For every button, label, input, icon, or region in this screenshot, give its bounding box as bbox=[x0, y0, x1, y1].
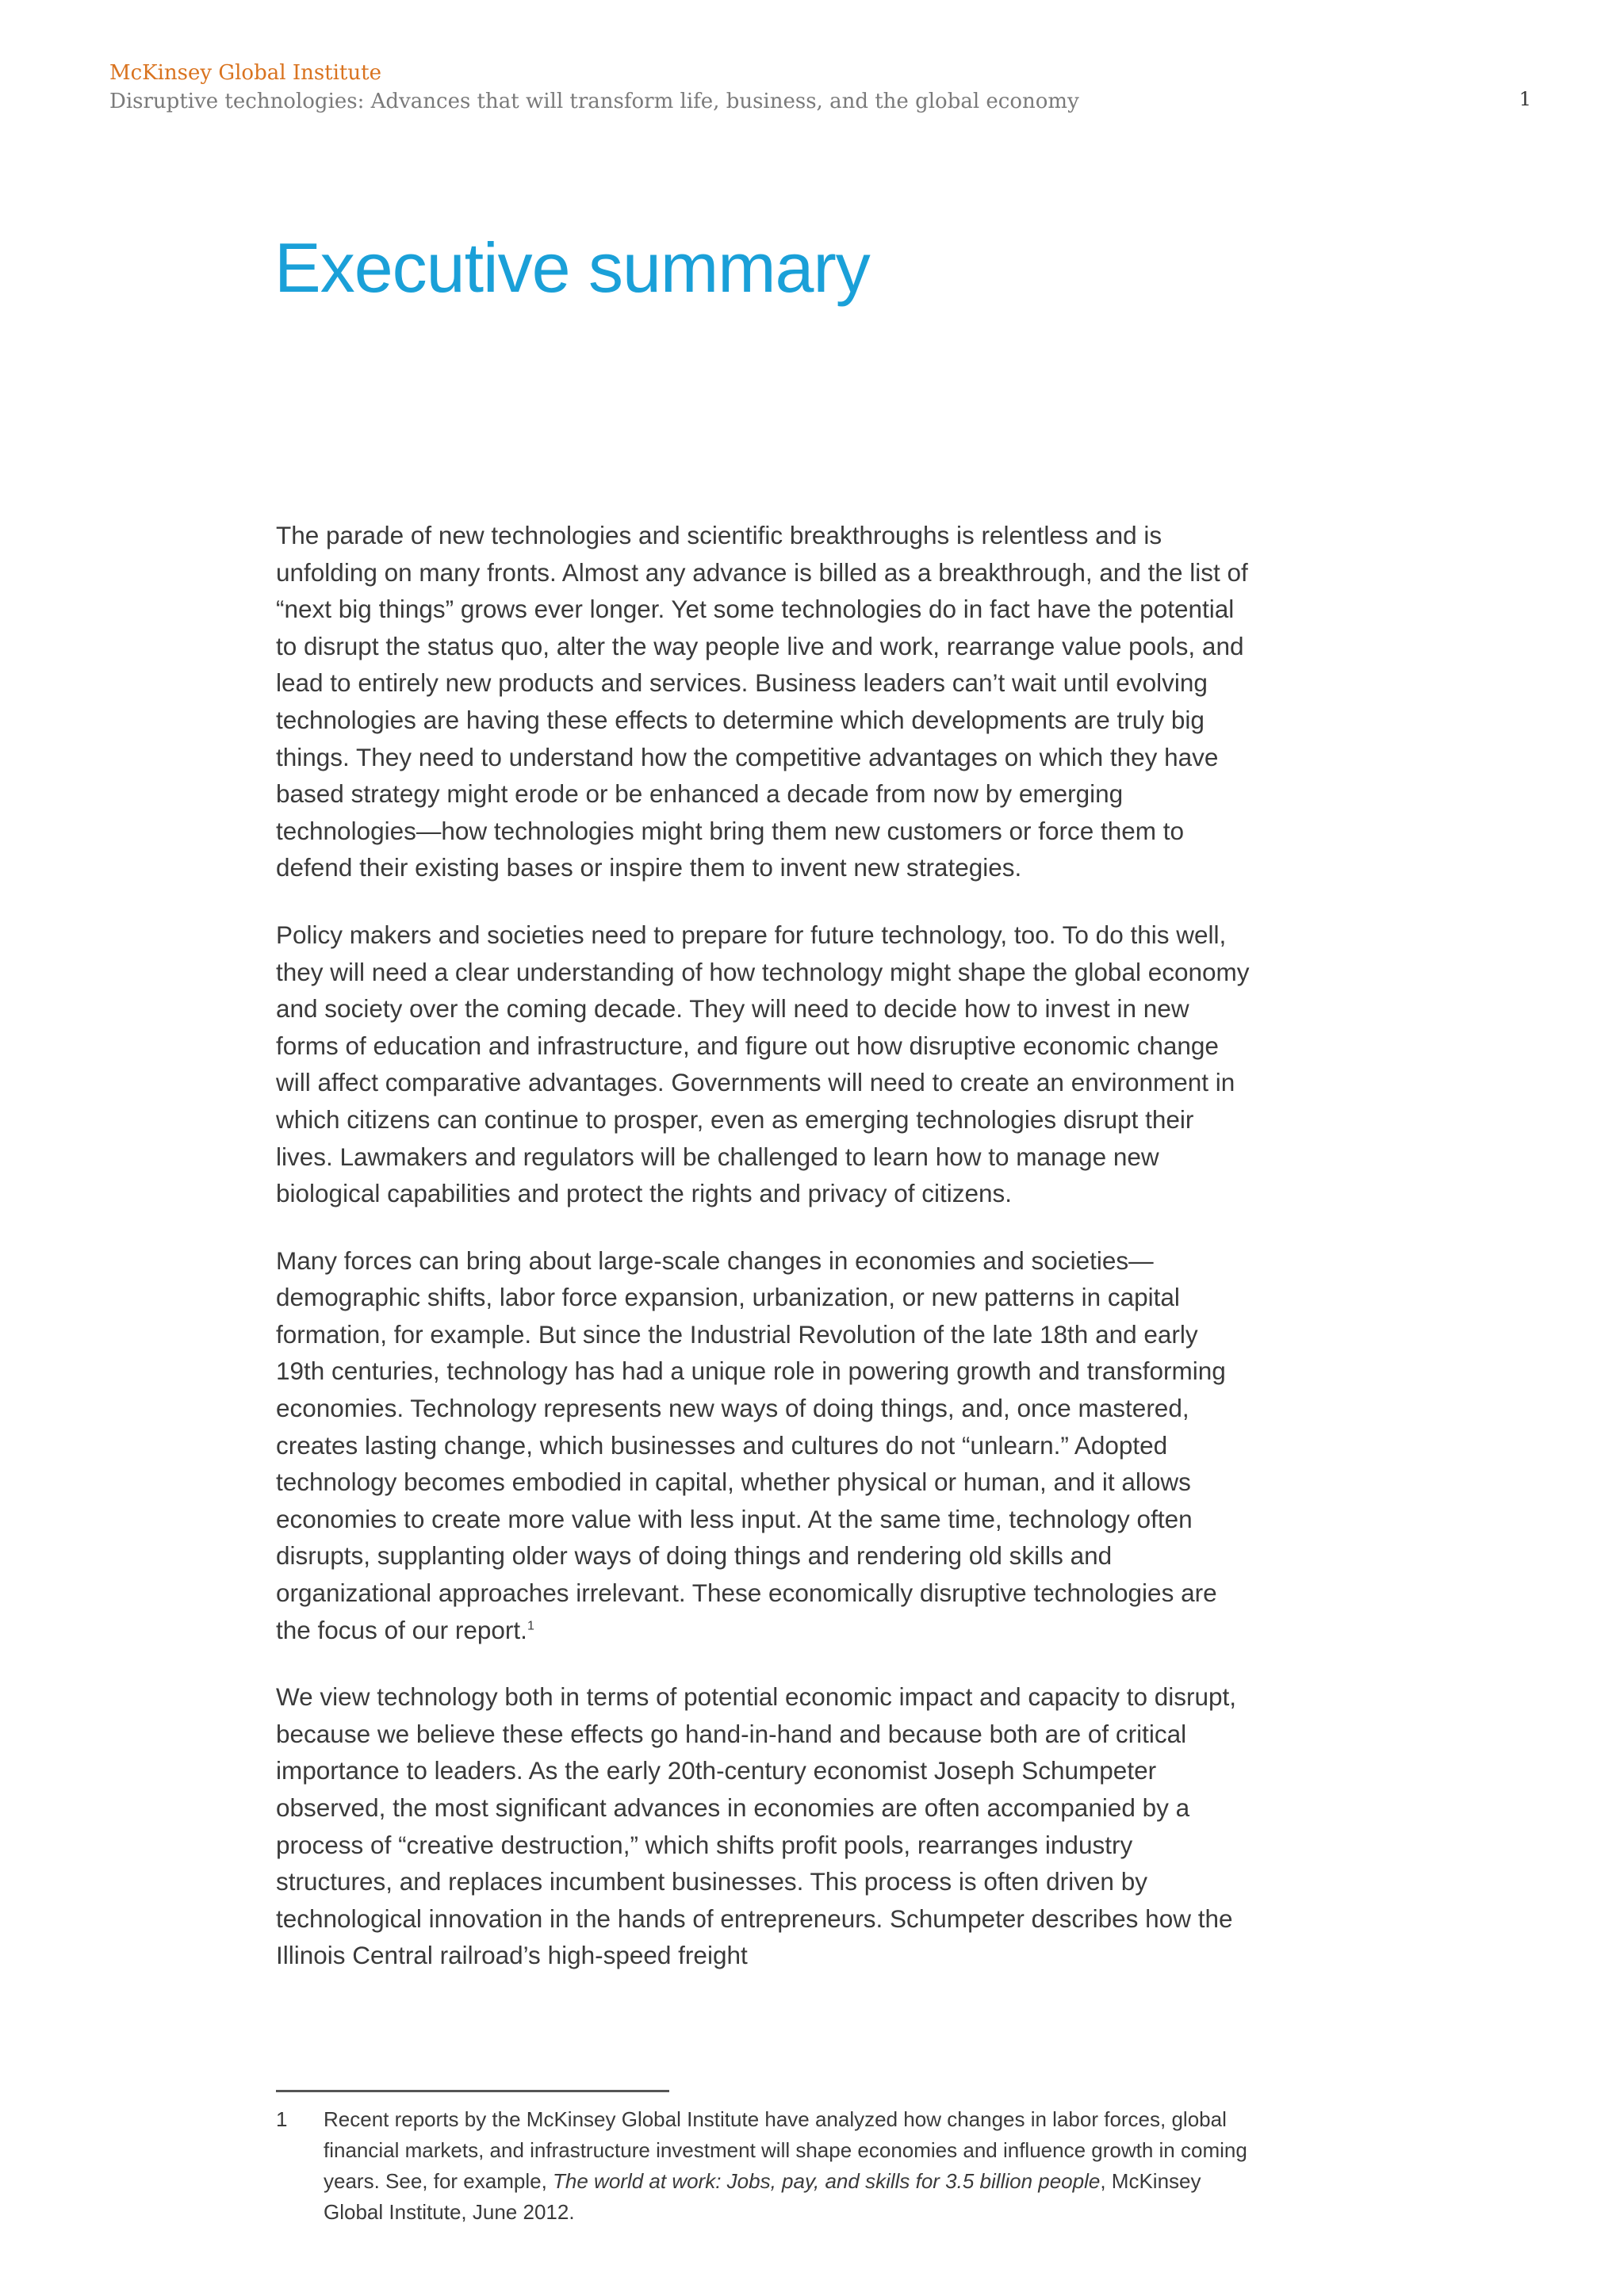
page-title: Executive summary bbox=[274, 228, 870, 307]
page-number: 1 bbox=[1519, 88, 1531, 110]
body-text bbox=[276, 517, 1251, 2004]
paragraph-2: Policy makers and societies need to prepare for future technology, too. To do this well, they will need a clear understanding of how technology might shape the global economy and society over the coming decade. They will need to decide how to invest in new forms of education and infrastructure, and figure out how disruptive economic change will affect comparative advantages. Governments will need to create an environment in which citizens can continue to prosper, even as emerging technologies disrupt their lives. Lawmakers and regulators will be challenged to learn how to manage new biological capabilities and protect the rights and privacy of citizens. bbox=[276, 920, 1250, 1208]
paragraph-4: We view technology both in terms of potential economic impact and capacity to disrupt, because we believe these effects go hand-in-hand and because both are of critical importance to leaders. As the early 20th-century economist Joseph Schumpeter observed, the most significant advances in economies are often accompanied by a process of “creative destruction,” which shifts profit pools, rearranges industry structures, and replaces incumbent businesses. This process is often driven by technological innovation in the hands of entrepreneurs. Schumpeter describes how the Illinois Central railroad’s high-speed freight bbox=[276, 1682, 1237, 1970]
paragraph-1: The parade of new technologies and scientific breakthroughs is relentless and is unfolding on many fronts. Almost any advance is billed as a breakthrough, and the list of “next big things” grows ever longer. Yet some technologies do in fact have the potential to disrupt the status quo, alter the way people live and work, rearrange value pools, and lead to entirely new products and services. Business leaders can’t wait until evolving technologies are having these effects to determine which developments are truly big things. They need to understand how the competitive advantages on which they have based strategy might erode or be enhanced a decade from now by emerging technologies—how technologies might bring them new customers or force them to defend their existing bases or inspire them to invent new strategies. bbox=[276, 521, 1248, 882]
footnote-text-before: Recent reports by the McKinsey Global Institute have analyzed how changes in labor forces, global financial markets, and infrastructure investment will shape economies and influence growth in coming years. See, for example, bbox=[324, 2107, 1247, 2193]
page-header bbox=[109, 59, 1537, 116]
footnote-text bbox=[324, 2104, 1251, 2228]
brand-name: McKinsey Global Institute bbox=[109, 61, 381, 85]
paragraph-3 bbox=[276, 1242, 1251, 1649]
footnote-text-after: , McKinsey Global Institute, June 2012. bbox=[324, 2169, 1201, 2224]
footnote bbox=[276, 2104, 1251, 2228]
footnote-cited-title: The world at work: Jobs, pay, and skills for 3.5 billion people bbox=[553, 2169, 1101, 2193]
paragraph-3-text: Many forces can bring about large-scale changes in economies and societies—demographic shifts, labor force expansion, urbanization, or new patterns in capital formation, for example. But since the Industrial Revolution of the late 18th and early 19th centuries, technology has had a unique role in powering growth and transforming economies. Technology represents new ways of doing things, and, once mastered, creates lasting change, which businesses and cultures do not “unlearn.” Adopted technology becomes embodied in capital, whether physical or human, and it allows economies to create more value with less input. At the same time, technology often disrupts, supplanting older ways of doing things and rendering old skills and organizational approaches irrelevant. These economically disruptive technologies are the focus of our report. bbox=[276, 1246, 1226, 1644]
footnote-reference[interactable]: 1 bbox=[527, 1619, 534, 1633]
footnote-number: 1 bbox=[276, 2107, 288, 2131]
footnote-divider bbox=[276, 2090, 669, 2092]
report-subtitle: Disruptive technologies: Advances that will transform life, business, and the global economy bbox=[109, 90, 1079, 113]
